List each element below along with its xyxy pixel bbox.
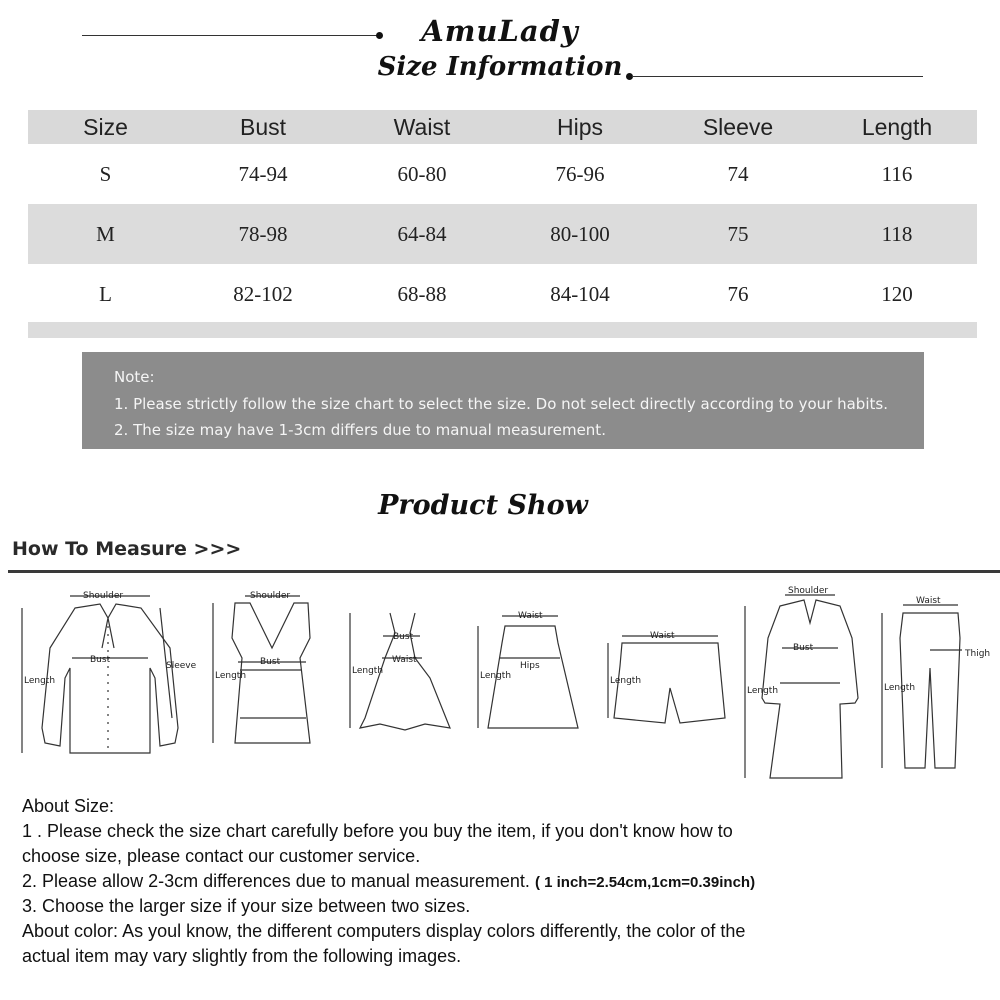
about-line-3: 3. Choose the larger size if your size between two sizes. — [22, 896, 471, 916]
table-row — [28, 264, 977, 324]
about-size-title: About Size: — [22, 796, 115, 816]
cell-waist: 64-84 — [397, 221, 447, 246]
cell-length: 116 — [881, 161, 913, 186]
col-hips: Hips — [556, 113, 603, 140]
cell-hips: 80-100 — [550, 221, 610, 246]
how-to-measure-divider — [8, 570, 1000, 573]
label-bust-2: Bust — [260, 657, 281, 667]
cell-sleeve: 76 — [727, 281, 749, 306]
label-length-4: Length — [480, 671, 512, 681]
label-length-7: Length — [884, 683, 916, 693]
cell-size: L — [99, 281, 112, 306]
size-table — [28, 110, 977, 324]
measurement-illustrations — [10, 578, 1000, 790]
blouse-figure-icon — [22, 596, 178, 753]
cell-waist: 68-88 — [397, 281, 447, 306]
table-row — [28, 204, 977, 264]
label-length-1: Length — [24, 676, 56, 686]
col-size: Size — [83, 113, 128, 140]
cell-bust: 82-102 — [233, 281, 293, 306]
how-to-measure-title: How To Measure >>> — [12, 538, 242, 560]
col-sleeve: Sleeve — [702, 113, 774, 140]
cell-size: S — [99, 161, 112, 186]
label-hips: Hips — [520, 661, 540, 671]
col-bust: Bust — [239, 113, 287, 140]
about-line-1a: 1 . Please check the size chart carefully before you buy the item, if you don't know how to — [22, 821, 733, 841]
about-color-a: About color: As youl know, the different computers display colors differently, the color of the — [22, 921, 746, 941]
label-waist-4: Waist — [518, 611, 543, 621]
label-bust-6: Bust — [793, 643, 814, 653]
size-table-header — [28, 110, 977, 144]
table-footer-bar — [28, 322, 977, 338]
note-line-1: 1. Please strictly follow the size chart to select the size. Do not select directly according to your habits. — [114, 395, 888, 413]
about-line-1b: choose size, please contact our customer service. — [22, 846, 421, 866]
label-thigh: Thigh — [965, 649, 991, 659]
brand-title: AmuLady — [421, 14, 579, 48]
cell-hips: 76-96 — [555, 161, 605, 186]
label-length-6: Length — [747, 686, 779, 696]
product-show-title: Product Show — [378, 490, 588, 521]
label-length-2: Length — [215, 671, 247, 681]
col-length: Length — [861, 113, 933, 140]
cell-bust: 78-98 — [238, 221, 288, 246]
about-line-2-conversion: ( 1 inch=2.54cm,1cm=0.39inch) — [534, 874, 756, 891]
tank-top-figure-icon — [213, 596, 310, 743]
label-waist-3: Waist — [392, 655, 417, 665]
cell-sleeve: 74 — [727, 161, 749, 186]
header-right-line — [632, 76, 923, 77]
note-box — [82, 352, 924, 449]
cell-length: 118 — [881, 221, 913, 246]
label-sleeve: Sleeve — [166, 661, 197, 671]
label-shoulder-1: Shoulder — [83, 591, 124, 601]
label-bust-3: Bust — [393, 632, 414, 642]
table-row — [28, 144, 977, 204]
label-waist-5: Waist — [650, 631, 675, 641]
cell-hips: 84-104 — [550, 281, 610, 306]
label-length-3: Length — [352, 666, 384, 676]
label-bust-1: Bust — [90, 655, 111, 665]
label-shoulder-6: Shoulder — [788, 586, 829, 596]
about-line-2 — [22, 871, 755, 892]
col-waist: Waist — [393, 113, 451, 140]
label-waist-7: Waist — [916, 596, 941, 606]
label-length-5: Length — [610, 676, 642, 686]
section-subtitle: Size Information — [377, 52, 623, 82]
about-color-b: actual item may vary slightly from the following images. — [22, 946, 462, 966]
note-line-2: 2. The size may have 1-3cm differs due to manual measurement. — [114, 421, 606, 439]
note-title: Note: — [114, 368, 155, 386]
cell-length: 120 — [881, 281, 913, 306]
cell-size: M — [96, 221, 115, 246]
cell-sleeve: 75 — [727, 221, 749, 246]
about-line-2-text: 2. Please allow 2-3cm differences due to manual measurement. — [22, 871, 530, 891]
cell-bust: 74-94 — [238, 161, 288, 186]
cell-waist: 60-80 — [397, 161, 447, 186]
label-shoulder-2: Shoulder — [250, 591, 291, 601]
